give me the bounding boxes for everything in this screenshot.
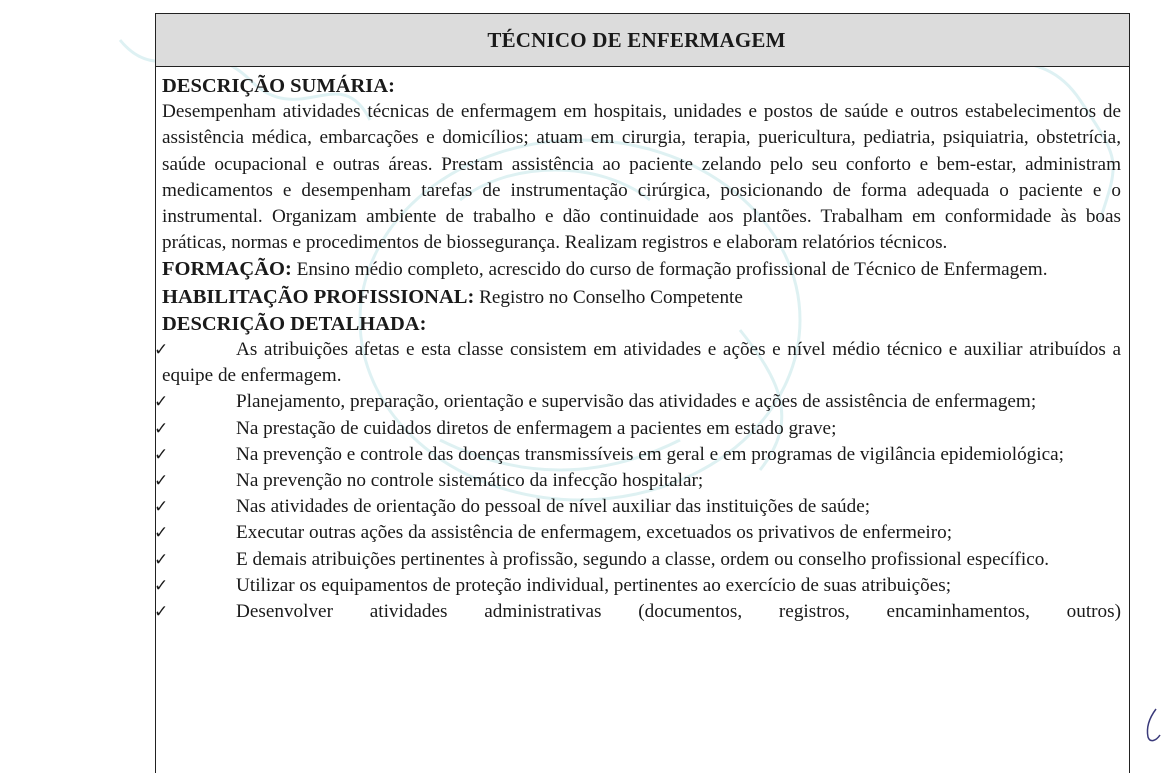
detailed-list bbox=[154, 337, 1121, 625]
document-body bbox=[156, 67, 1129, 625]
qualification-text: Registro no Conselho Competente bbox=[479, 286, 743, 308]
formation-section bbox=[162, 256, 1121, 283]
list-item: ✓ As atribuições afetas e esta classe consistem em atividades e ações e nível médio técnico e auxiliar atribuídos a equipe de enfermagem. bbox=[154, 339, 1121, 387]
list-item: ✓ Nas atividades de orientação do pessoal de nível auxiliar das instituições de saúde; bbox=[162, 494, 1121, 520]
check-icon: ✓ bbox=[154, 340, 169, 361]
qualification-section bbox=[162, 284, 1121, 311]
formation-text: Ensino médio completo, acrescido do curso de formação profissional de Técnico de Enfermagem. bbox=[296, 259, 1048, 281]
list-item: ✓ Planejamento, preparação, orientação e supervisão das atividades e ações de assistência de enfermagem; bbox=[162, 389, 1121, 415]
check-icon: ✓ bbox=[154, 575, 169, 596]
detailed-heading: DESCRIÇÃO DETALHADA: bbox=[162, 312, 427, 335]
list-item: ✓ E demais atribuições pertinentes à profissão, segundo a classe, ordem ou conselho profissional específico. bbox=[162, 547, 1121, 573]
check-icon: ✓ bbox=[154, 418, 169, 439]
summary-heading: DESCRIÇÃO SUMÁRIA: bbox=[162, 75, 395, 97]
check-icon: ✓ bbox=[154, 549, 169, 570]
document-title: TÉCNICO DE ENFERMAGEM bbox=[156, 14, 1129, 67]
check-icon: ✓ bbox=[154, 444, 169, 465]
check-icon: ✓ bbox=[154, 602, 169, 623]
check-icon: ✓ bbox=[154, 523, 169, 544]
formation-label: FORMAÇÃO: bbox=[162, 258, 292, 281]
check-icon: ✓ bbox=[154, 497, 169, 518]
list-item: ✓ Desenvolver atividades administrativas (documentos, registros, encaminhamentos, outros) bbox=[162, 599, 1121, 625]
list-item: ✓ Na prestação de cuidados diretos de enfermagem a pacientes em estado grave; bbox=[162, 416, 1121, 442]
summary-text: Desempenham atividades técnicas de enfermagem em hospitais, unidades e postos de saúde e outros estabelecimentos de assistência médica, embarcações e domicílios; atuam em cirurgia, terapia, puericultura, pediatria, psiquiatria, obstetrícia, saúde ocupacional e outras áreas. Prestam assistência ao paciente zelando pelo seu conforto e bem-estar, administram medicamentos e desempenham tarefas de instrumentação cirúrgica, posicionando de forma adequada o paciente e o instrumental. Organizam ambiente de trabalho e dão continuidade aos plantões. Trabalham em conformidade às boas práticas, normas e procedimentos de biossegurança. Realizam registros e elaboram relatórios técnicos. bbox=[162, 101, 1121, 254]
signature-mark bbox=[1142, 707, 1164, 747]
check-icon: ✓ bbox=[154, 471, 169, 492]
list-item: ✓ Na prevenção no controle sistemático da infecção hospitalar; bbox=[162, 468, 1121, 494]
list-item: ✓ Na prevenção e controle das doenças transmissíveis em geral e em programas de vigilância epidemiológica; bbox=[162, 442, 1121, 468]
document-frame bbox=[155, 13, 1130, 773]
list-item: ✓ Executar outras ações da assistência de enfermagem, excetuados os privativos de enfermeiro; bbox=[162, 520, 1121, 546]
list-item: ✓ Utilizar os equipamentos de proteção individual, pertinentes ao exercício de suas atribuições; bbox=[162, 573, 1121, 599]
qualification-label: HABILITAÇÃO PROFISSIONAL: bbox=[162, 285, 475, 308]
check-icon: ✓ bbox=[154, 392, 169, 413]
